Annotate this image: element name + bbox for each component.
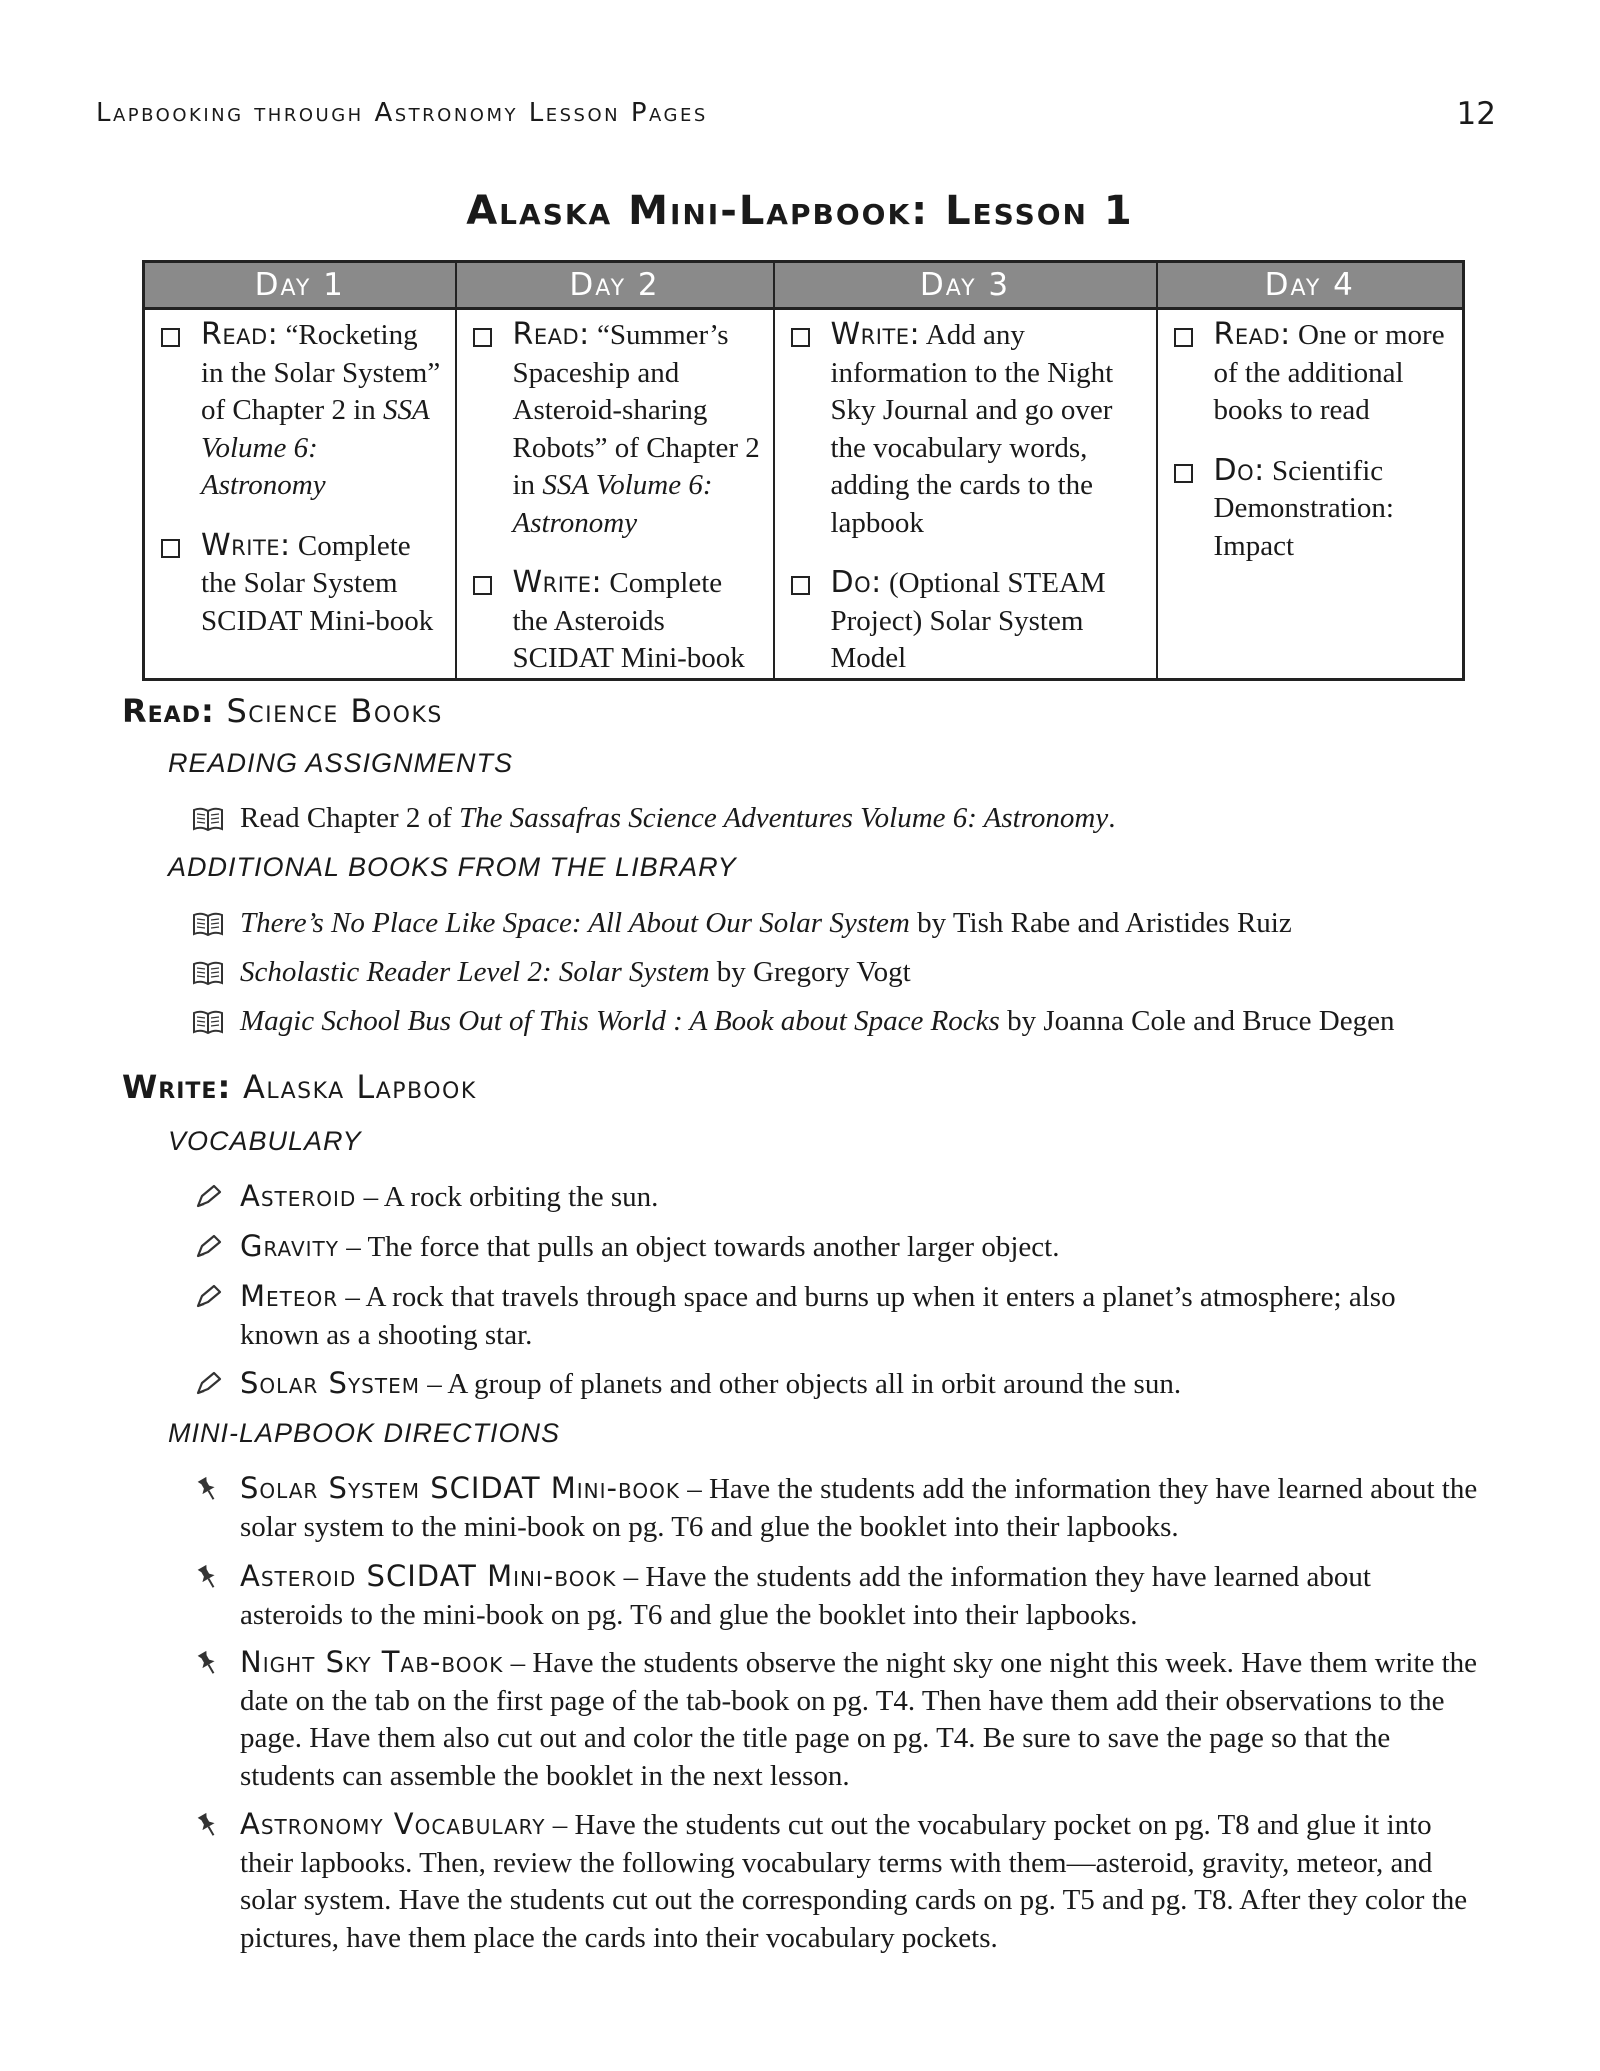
task-label: Read: xyxy=(512,317,590,352)
read-label: Read: xyxy=(122,692,215,730)
vocabulary-term: Gravity xyxy=(240,1229,339,1263)
vocabulary-item xyxy=(240,1365,1480,1404)
vocabulary-definition: – The force that pulls an object towards another larger object. xyxy=(338,1231,1060,1263)
day-3-header: Day 3 xyxy=(774,262,1157,309)
task-label: Do: xyxy=(1213,452,1265,488)
pushpin-icon xyxy=(192,1474,224,1504)
day-2-task-read xyxy=(467,316,763,542)
page-number: 12 xyxy=(1456,96,1496,132)
day-4-task-read xyxy=(1168,316,1453,430)
reading-prefix: Read Chapter 2 of xyxy=(240,802,460,834)
direction-text: – Have the students observe the night sky one night this week. Have them write the date on the tab on the first page of the tab-book on pg. T4. Then have them add their observations to the page. Have them also cut out and color the title page on pg. T4. Be sure to save the page so that the students can assemble the booklet in the next lesson. xyxy=(240,1647,1478,1792)
pencil-icon xyxy=(192,1182,224,1212)
checkbox-icon[interactable] xyxy=(791,576,810,595)
task-label: Write: xyxy=(830,317,921,352)
pencil-icon xyxy=(192,1369,224,1399)
running-header xyxy=(96,98,1496,134)
vocabulary-item xyxy=(240,1228,1480,1267)
vocabulary-definition: – A group of planets and other objects all in orbit around the sun. xyxy=(419,1368,1182,1400)
pushpin-icon xyxy=(192,1810,224,1840)
open-book-icon xyxy=(192,958,224,988)
vocabulary-definition: – A rock that travels through space and burns up when it enters a planet’s atmosphere; also known as a shooting star. xyxy=(240,1281,1396,1351)
vocabulary-definition: – A rock orbiting the sun. xyxy=(356,1181,659,1213)
library-book-title: Scholastic Reader Level 2: Solar System xyxy=(240,956,710,988)
task-book-title: SSA Volume 6: Astronomy xyxy=(512,469,713,539)
read-title: Science Books xyxy=(226,692,443,730)
directions-heading: MINI-LAPBOOK DIRECTIONS xyxy=(168,1418,561,1448)
vocabulary-term: Asteroid xyxy=(240,1179,357,1213)
lesson-title: Alaska Mini-Lapbook: Lesson 1 xyxy=(466,188,1134,234)
pencil-icon xyxy=(192,1232,224,1262)
reading-book-title: The Sassafras Science Adventures Volume 6: Astronomy xyxy=(459,802,1109,834)
vocabulary-heading: VOCABULARY xyxy=(168,1126,362,1156)
day-1-task-read xyxy=(155,316,445,505)
library-book-title: Magic School Bus Out of This World : A Book about Space Rocks xyxy=(240,1005,1000,1037)
direction-text: – Have the students cut out the vocabulary pocket on pg. T8 and glue it into their lapbooks. Then, review the following vocabulary terms with them—asteroid, gravity, meteor, and solar system. Have the students cut out the corresponding cards on pg. T5 and pg. T8. After they color the pictures, have them place the cards into their vocabulary pockets. xyxy=(240,1809,1468,1954)
checkbox-icon[interactable] xyxy=(1174,464,1193,483)
direction-term: Solar System SCIDAT Mini-book xyxy=(240,1471,680,1505)
day-4-cell xyxy=(1157,309,1464,680)
day-3-task-do xyxy=(785,564,1146,678)
checkbox-icon[interactable] xyxy=(473,328,492,347)
task-text: “Summer’s Spaceship and Asteroid-sharing Robots” of Chapter 2 in xyxy=(512,319,760,501)
checkbox-icon[interactable] xyxy=(161,328,180,347)
write-title: Alaska Lapbook xyxy=(242,1068,477,1106)
direction-term: Astronomy Vocabulary xyxy=(240,1807,546,1841)
library-book-author: by Gregory Vogt xyxy=(709,956,911,988)
library-book-item xyxy=(240,954,1480,992)
checkbox-icon[interactable] xyxy=(1174,328,1193,347)
vocabulary-term: Meteor xyxy=(240,1279,339,1313)
read-section-heading xyxy=(122,692,443,730)
day-2-task-write xyxy=(467,564,763,678)
library-book-author: by Joanna Cole and Bruce Degen xyxy=(999,1005,1395,1037)
direction-item xyxy=(240,1644,1480,1795)
day-3-task-write xyxy=(785,316,1146,542)
checkbox-icon[interactable] xyxy=(161,539,180,558)
task-label: Do: xyxy=(830,565,882,600)
pushpin-icon xyxy=(192,1648,224,1678)
library-book-item xyxy=(240,905,1480,943)
direction-text: – Have the students add the information they have learned about the solar system to the mini-book on pg. T6 and glue the booklet into their lapbooks. xyxy=(240,1473,1478,1543)
direction-item xyxy=(240,1558,1480,1634)
task-text: Complete the Solar System SCIDAT Mini-book xyxy=(201,529,434,637)
library-books-heading: ADDITIONAL BOOKS FROM THE LIBRARY xyxy=(168,852,737,882)
day-4-task-do xyxy=(1168,452,1453,566)
library-book-title: There’s No Place Like Space: All About Our Solar System xyxy=(240,907,910,939)
checkbox-icon[interactable] xyxy=(791,328,810,347)
task-label: Read: xyxy=(201,317,279,352)
day-2-cell xyxy=(456,309,774,680)
day-1-cell xyxy=(144,309,456,680)
task-book-title: SSA Volume 6: Astronomy xyxy=(201,394,430,501)
running-title: Lapbooking through Astronomy Lesson Pages xyxy=(96,98,708,128)
write-section-heading xyxy=(122,1068,477,1106)
day-1-task-write xyxy=(155,527,445,641)
reading-assignment-item xyxy=(240,800,1480,838)
open-book-icon xyxy=(192,909,224,939)
schedule-table xyxy=(142,260,1465,681)
task-text: Complete the Asteroids SCIDAT Mini-book xyxy=(512,567,745,674)
reading-assignments-heading: READING ASSIGNMENTS xyxy=(168,748,514,778)
day-3-cell xyxy=(774,309,1157,680)
vocabulary-item xyxy=(240,1278,1480,1354)
direction-term: Asteroid SCIDAT Mini-book xyxy=(240,1559,617,1593)
day-4-header: Day 4 xyxy=(1157,262,1464,309)
pushpin-icon xyxy=(192,1562,224,1592)
task-text: “Rocketing in the Solar System” of Chapter 2 in xyxy=(201,319,441,426)
vocabulary-term: Solar System xyxy=(240,1366,420,1400)
direction-item xyxy=(240,1470,1480,1546)
open-book-icon xyxy=(192,804,224,834)
write-label: Write: xyxy=(122,1068,232,1106)
day-2-header: Day 2 xyxy=(456,262,774,309)
pencil-icon xyxy=(192,1282,224,1312)
direction-item xyxy=(240,1806,1480,1957)
library-book-author: by Tish Rabe and Aristides Ruiz xyxy=(909,907,1292,939)
day-1-header: Day 1 xyxy=(144,262,456,309)
open-book-icon xyxy=(192,1007,224,1037)
vocabulary-item xyxy=(240,1178,1480,1217)
task-text: One or more of the additional books to read xyxy=(1213,319,1445,426)
direction-term: Night Sky Tab-book xyxy=(240,1645,504,1679)
task-text: Add any information to the Night Sky Journal and go over the vocabulary words, adding the cards to the lapbook xyxy=(830,319,1114,539)
library-book-item xyxy=(240,1003,1480,1041)
checkbox-icon[interactable] xyxy=(473,576,492,595)
task-label: Write: xyxy=(201,527,291,563)
reading-suffix: . xyxy=(1108,802,1116,834)
task-text: Scientific Demonstration: Impact xyxy=(1213,454,1394,562)
task-label: Write: xyxy=(512,565,603,600)
direction-text: – Have the students add the information they have learned about asteroids to the mini-book on pg. T6 and glue the booklet into their lapbooks. xyxy=(240,1561,1371,1631)
task-label: Read: xyxy=(1213,317,1291,352)
task-text: (Optional STEAM Project) Solar System Model xyxy=(830,567,1106,674)
